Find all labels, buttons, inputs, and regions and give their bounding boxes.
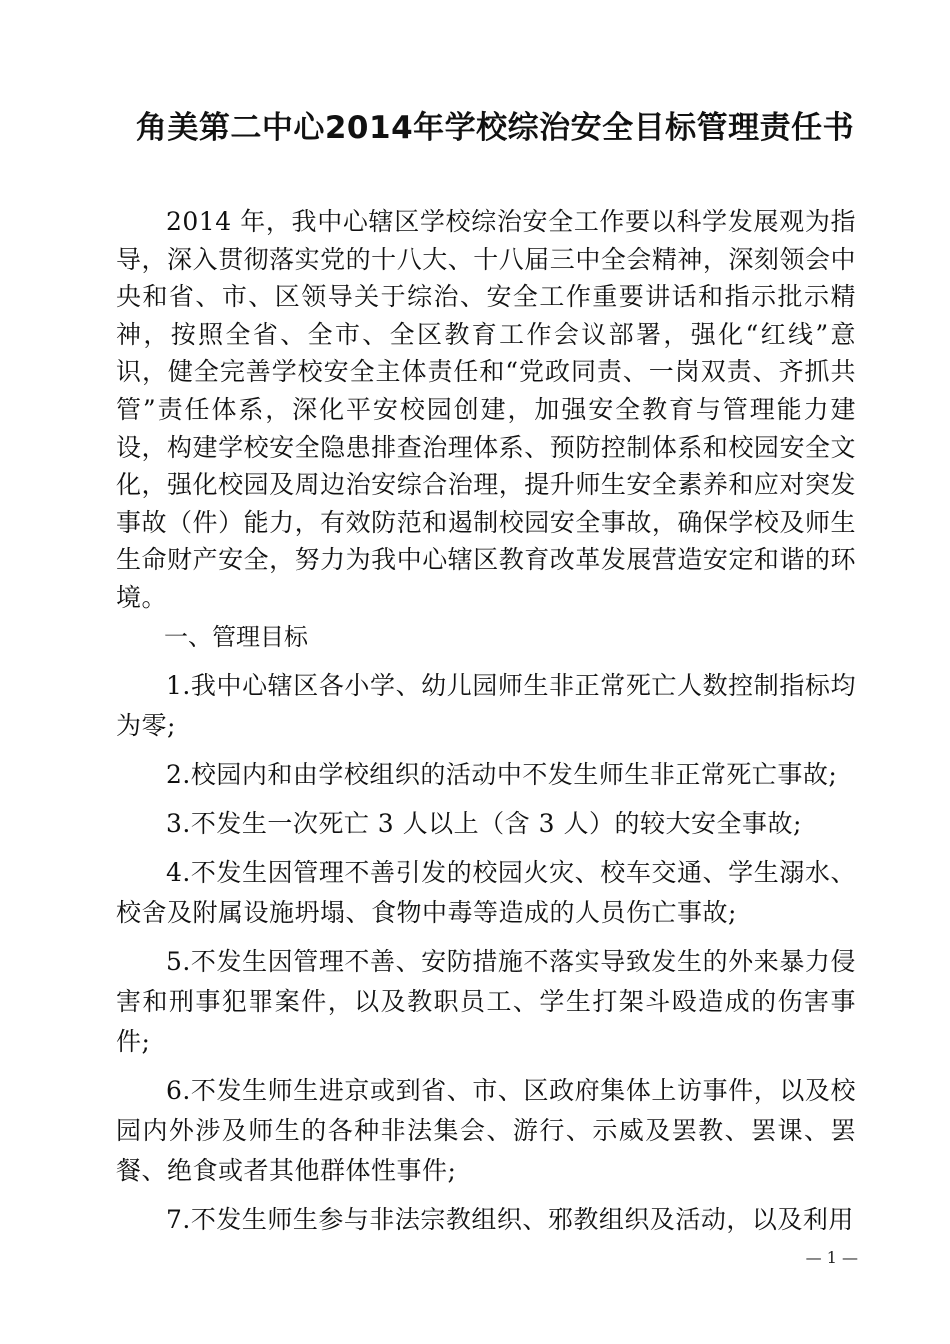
intro-paragraph: 2014 年，我中心辖区学校综治安全工作要以科学发展观为指导，深入贯彻落实党的十八大、十八届三中全会精神，深刻领会中央和省、市、区领导关于综治、安全工作重要讲话和指示批示精神，按照全省、全市、全区教育工作会议部署，强化“红线”意识，健全完善学校安全主体责任和“党政同责、一岗双责、齐抓共管”责任体系，深化平安校园创建，加强安全教育与管理能力建设，构建学校安全隐患排查治理体系、预防控制体系和校园安全文化，强化校园及周边治安综合治理，提升师生安全素养和应对突发事故（件）能力，有效防范和遏制校园安全事故，确保学校及师生生命财产安全，努力为我中心辖区教育改革发展营造安定和谐的环境。: [116, 207, 856, 612]
goal-item: 7.不发生师生参与非法宗教组织、邪教组织及活动，以及利用: [166, 1204, 854, 1234]
goal-item: 4.不发生因管理不善引发的校园火灾、校车交通、学生溺水、校舍及附属设施坍塌、食物中毒等造成的人员伤亡事故;: [116, 857, 856, 927]
document-title: 角美第二中心2014年学校综治安全目标管理责任书: [135, 110, 855, 146]
goal-item: 5.不发生因管理不善、安防措施不落实导致发生的外来暴力侵害和刑事犯罪案件，以及教职员工、学生打架斗殴造成的伤害事件;: [116, 946, 856, 1056]
goal-item: 6.不发生师生进京或到省、市、区政府集体上访事件，以及校园内外涉及师生的各种非法集会、游行、示威及罢教、罢课、罢餐、绝食或者其他群体性事件;: [116, 1075, 856, 1185]
goal-item: 1.我中心辖区各小学、幼儿园师生非正常死亡人数控制指标均为零;: [116, 670, 856, 740]
goal-item: 3.不发生一次死亡 3 人以上（含 3 人）的较大安全事故;: [166, 808, 802, 838]
page-number: — 1 —: [805, 1248, 858, 1267]
goal-item: 2.校园内和由学校组织的活动中不发生师生非正常死亡事故;: [166, 759, 838, 789]
section-heading-management-goals: 一、管理目标: [164, 622, 308, 651]
document-body: [116, 203, 856, 1240]
